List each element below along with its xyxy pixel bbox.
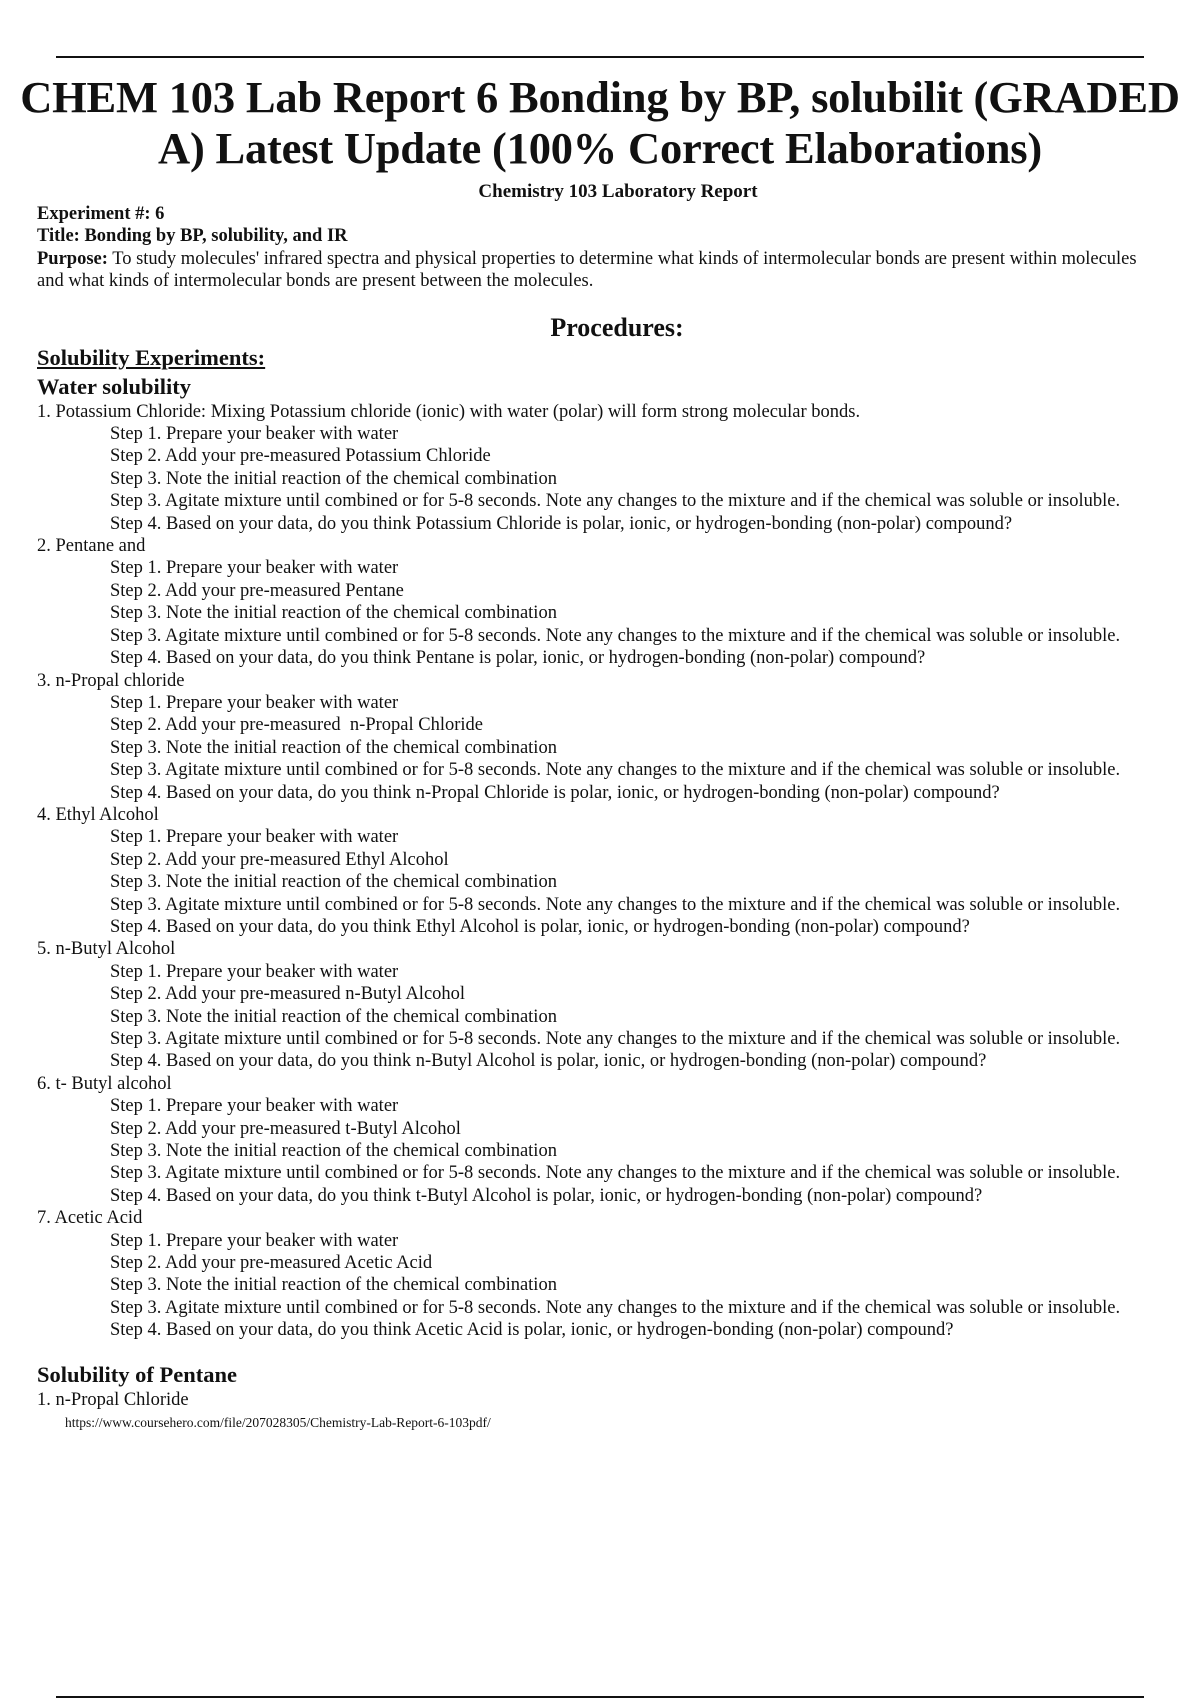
step-line: Step 1. Prepare your beaker with water bbox=[110, 424, 399, 445]
step-line: Step 4. Based on your data, do you think Ethyl Alcohol is polar, ionic, or hydrogen-bonding (non-polar) compound? bbox=[110, 916, 970, 937]
step-line: Step 1. Prepare your beaker with water bbox=[110, 1096, 399, 1117]
water-solubility-title: Water solubility bbox=[37, 373, 191, 399]
solubility-experiments-title: Solubility Experiments: bbox=[37, 344, 266, 370]
title-line-2: A) Latest Update (100% Correct Elaborations) bbox=[158, 123, 1042, 173]
step-line: Step 1. Prepare your beaker with water bbox=[110, 692, 399, 713]
purpose-text: To study molecules' infrared spectra and physical properties to determine what kinds of intermolecular bonds are present within molecules and what kinds of intermolecular bonds are present between the molecules. bbox=[37, 248, 1137, 292]
step-line: Step 3. Note the initial reaction of the chemical combination bbox=[110, 1275, 557, 1296]
step-line: Step 3. Note the initial reaction of the chemical combination bbox=[110, 603, 557, 624]
top-rule bbox=[56, 56, 1144, 58]
list-item-heading: 1. Potassium Chloride: Mixing Potassium chloride (ionic) with water (polar) will form strong molecular bonds. bbox=[37, 401, 861, 422]
step-line: Step 3. Note the initial reaction of the chemical combination bbox=[110, 872, 557, 893]
list-item-heading: 2. Pentane and bbox=[37, 536, 146, 557]
step-line: Step 1. Prepare your beaker with water bbox=[110, 1230, 399, 1251]
title-line-1: CHEM 103 Lab Report 6 Bonding by BP, solubilit (GRADED bbox=[20, 72, 1180, 122]
step-line: Step 2. Add your pre-measured Potassium Chloride bbox=[110, 446, 491, 467]
list-item-heading: 6. t- Butyl alcohol bbox=[37, 1073, 172, 1094]
step-line: Step 4. Based on your data, do you think t-Butyl Alcohol is polar, ionic, or hydrogen-bonding (non-polar) compound? bbox=[110, 1185, 983, 1206]
step-line: Step 3. Agitate mixture until combined or for 5-8 seconds. Note any changes to the mixture and if the chemical was soluble or insoluble. bbox=[110, 491, 1121, 512]
step-line: Step 3. Agitate mixture until combined or for 5-8 seconds. Note any changes to the mixture and if the chemical was soluble or insoluble. bbox=[110, 1297, 1121, 1318]
step-line: Step 2. Add your pre-measured Ethyl Alcohol bbox=[110, 849, 449, 870]
list-item-heading: 4. Ethyl Alcohol bbox=[37, 804, 159, 825]
step-line: Step 3. Note the initial reaction of the chemical combination bbox=[110, 1141, 557, 1162]
document-body bbox=[37, 203, 1147, 1433]
report-heading: Chemistry 103 Laboratory Report bbox=[478, 181, 758, 202]
experiment-number: Experiment #: 6 bbox=[37, 204, 165, 224]
purpose-paragraph bbox=[37, 248, 1147, 293]
purpose-label: Purpose: bbox=[37, 248, 108, 269]
solubility-of-pentane-title: Solubility of Pentane bbox=[37, 1361, 238, 1387]
list-item-heading: 7. Acetic Acid bbox=[37, 1208, 143, 1229]
step-line: Step 3. Agitate mixture until combined or for 5-8 seconds. Note any changes to the mixture and if the chemical was soluble or insoluble. bbox=[110, 1163, 1121, 1184]
step-line: Step 3. Note the initial reaction of the chemical combination bbox=[110, 737, 557, 758]
step-line: Step 3. Note the initial reaction of the chemical combination bbox=[110, 1006, 557, 1027]
list-item-heading: 3. n-Propal chloride bbox=[37, 670, 185, 691]
step-line: Step 4. Based on your data, do you think Pentane is polar, ionic, or hydrogen-bonding (non-polar) compound? bbox=[110, 648, 926, 669]
list-item-heading: 1. n-Propal Chloride bbox=[37, 1389, 189, 1410]
step-line: Step 2. Add your pre-measured n-Butyl Alcohol bbox=[110, 984, 466, 1005]
step-line: Step 3. Agitate mixture until combined or for 5-8 seconds. Note any changes to the mixture and if the chemical was soluble or insoluble. bbox=[110, 1029, 1121, 1049]
step-line: Step 3. Agitate mixture until combined or for 5-8 seconds. Note any changes to the mixture and if the chemical was soluble or insoluble. bbox=[110, 894, 1121, 915]
source-url: https://www.coursehero.com/file/207028305/Chemistry-Lab-Report-6-103pdf/ bbox=[65, 1415, 491, 1431]
bottom-rule bbox=[56, 1696, 1144, 1698]
document-title bbox=[10, 72, 1190, 174]
step-line: Step 2. Add your pre-measured n-Propal Chloride bbox=[110, 715, 484, 736]
step-line: Step 3. Agitate mixture until combined or for 5-8 seconds. Note any changes to the mixture and if the chemical was soluble or insoluble. bbox=[110, 625, 1121, 646]
step-line: Step 2. Add your pre-measured Pentane bbox=[110, 580, 404, 601]
step-line: Step 4. Based on your data, do you think n-Propal Chloride is polar, ionic, or hydrogen-bonding (non-polar) compound? bbox=[110, 782, 1000, 803]
step-line: Step 3. Note the initial reaction of the chemical combination bbox=[110, 468, 557, 489]
experiment-title: Title: Bonding by BP, solubility, and IR bbox=[37, 226, 348, 247]
step-line: Step 3. Agitate mixture until combined or for 5-8 seconds. Note any changes to the mixture and if the chemical was soluble or insoluble. bbox=[110, 760, 1121, 781]
step-line: Step 2. Add your pre-measured Acetic Acid bbox=[110, 1253, 433, 1274]
step-line: Step 1. Prepare your beaker with water bbox=[110, 961, 399, 982]
procedures-title: Procedures: bbox=[550, 312, 684, 342]
step-line: Step 2. Add your pre-measured t-Butyl Alcohol bbox=[110, 1118, 461, 1139]
step-line: Step 4. Based on your data, do you think Acetic Acid is polar, ionic, or hydrogen-bonding (non-polar) compound? bbox=[110, 1320, 954, 1341]
step-line: Step 4. Based on your data, do you think Potassium Chloride is polar, ionic, or hydrogen-bonding (non-polar) compound? bbox=[110, 513, 1013, 534]
step-line: Step 4. Based on your data, do you think n-Butyl Alcohol is polar, ionic, or hydrogen-bonding (non-polar) compound? bbox=[110, 1051, 987, 1072]
step-line: Step 1. Prepare your beaker with water bbox=[110, 558, 399, 579]
step-line: Step 1. Prepare your beaker with water bbox=[110, 827, 399, 848]
list-item-heading: 5. n-Butyl Alcohol bbox=[37, 939, 176, 960]
